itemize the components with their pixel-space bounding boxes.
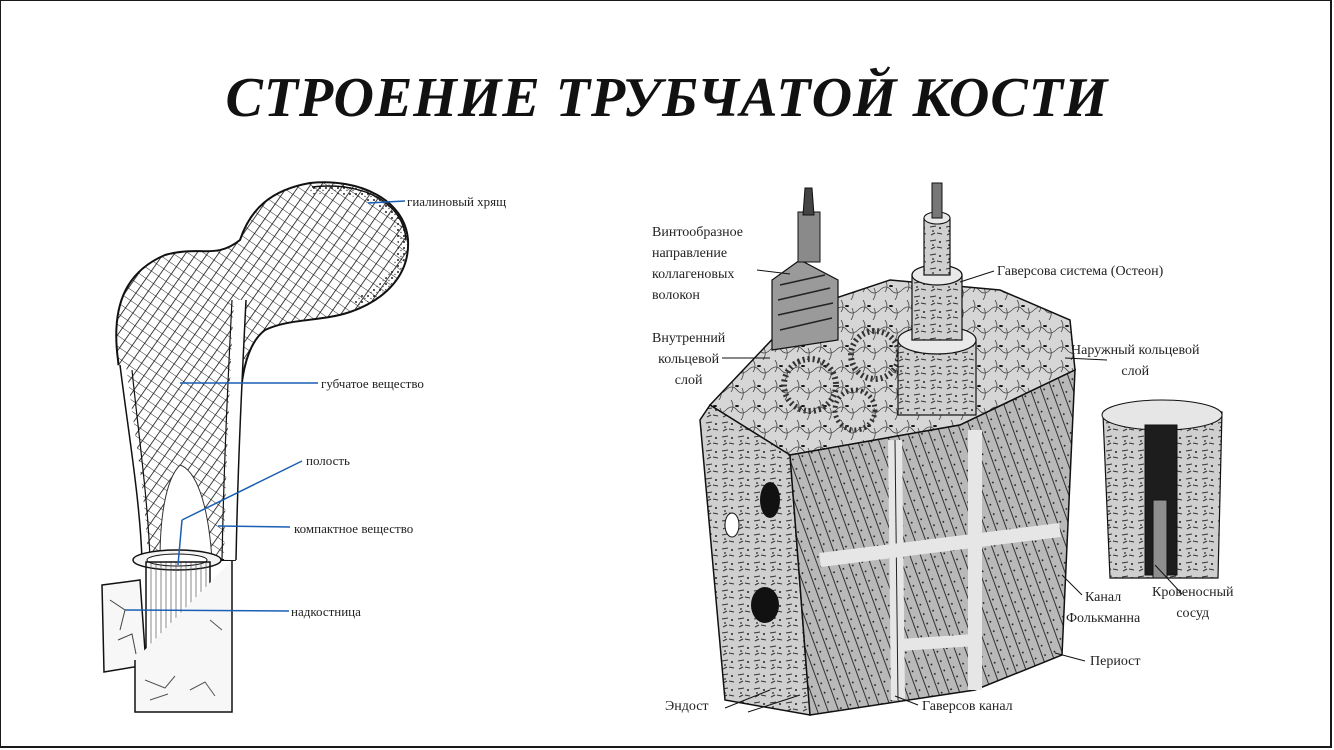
label-volkmann-line-2: Фолькманна — [1066, 611, 1141, 626]
label-spiral-line-4: волокон — [652, 288, 700, 303]
label-inner-ring-layer — [652, 328, 725, 391]
label-blood-vessel — [1152, 582, 1234, 624]
label-volkmann-canal — [1066, 587, 1140, 629]
label-inner-ring-line-2: кольцевой — [658, 352, 720, 367]
label-spiral-line-2: направление — [652, 246, 728, 261]
label-periosteum: надкостница — [291, 604, 361, 619]
label-haversian-canal: Гаверсов канал — [922, 699, 1013, 714]
label-spiral-line-1: Винтообразное — [652, 225, 743, 240]
label-outer-ring-line-2: слой — [1121, 364, 1150, 379]
label-inner-ring-line-3: слой — [674, 373, 703, 388]
label-spongy-substance: губчатое вещество — [321, 376, 424, 391]
label-outer-ring-layer — [1071, 340, 1200, 382]
label-haversian-system: Гаверсова система (Остеон) — [997, 264, 1164, 279]
label-outer-ring-line-1: Наружный кольцевой — [1071, 343, 1200, 358]
label-spiral-fibers — [652, 222, 743, 306]
label-vessel-line-1: Кровеносный — [1152, 585, 1234, 600]
label-periost: Периост — [1090, 654, 1141, 669]
label-spiral-line-3: коллагеновых — [652, 267, 735, 282]
label-inner-ring-line-1: Внутренний — [652, 331, 726, 346]
label-vessel-line-2: сосуд — [1176, 606, 1210, 621]
label-compact-substance: компактное вещество — [294, 521, 414, 536]
label-hyaline-cartilage: гиалиновый хрящ — [407, 194, 507, 209]
page-title: СТРОЕНИЕ ТРУБЧАТОЙ КОСТИ — [225, 67, 1109, 129]
label-endost: Эндост — [665, 699, 709, 714]
label-volkmann-line-1: Канал — [1085, 590, 1122, 605]
label-cavity: полость — [306, 453, 350, 468]
